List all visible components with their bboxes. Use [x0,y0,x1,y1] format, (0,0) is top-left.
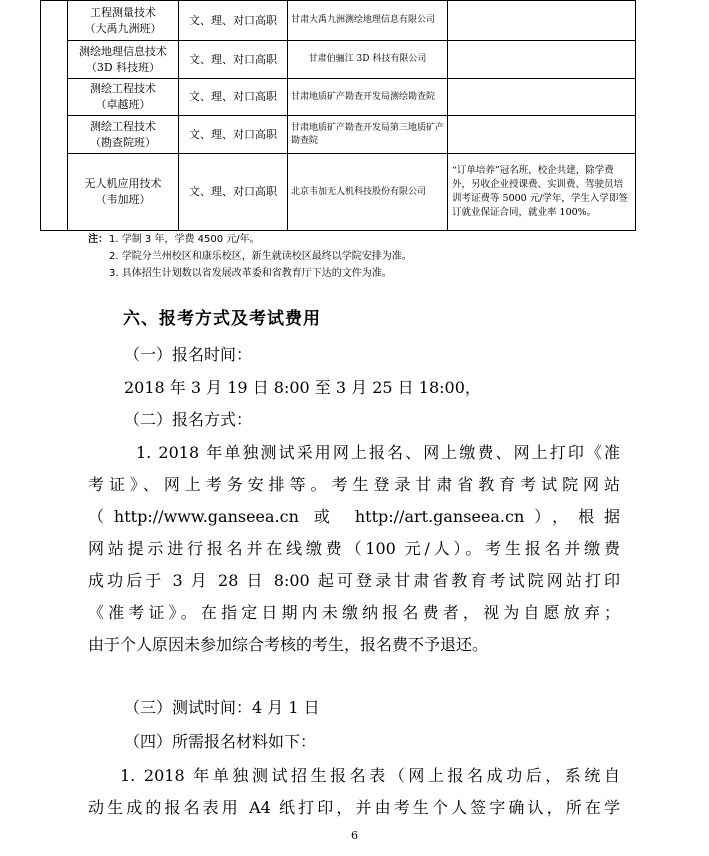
partner-cell: 甘肃地质矿产勘查开发局测绘勘查院 [288,79,448,116]
notes-label: 注： [88,234,108,245]
paragraph-line: 动生成的报名表用 A4 纸打印，并由考生个人签字确认，所在学 [88,798,620,817]
paragraph-line: 由于个人原因未参加综合考核的考生，报名费不予退还。 [88,635,489,654]
paragraph-line: 网站提示进行报名并在线缴费（100 元/人）。考生报名并缴费 [88,539,620,558]
major-cell: 测绘工程技术 （勘查院班） [68,116,179,154]
subject-cell: 文、理、对口高职 [179,41,288,79]
paragraph-line: 考证》、网上考务安排等。考生登录甘肃省教育考试院网站 [88,475,620,494]
note-line: 3. 具体招生计划数以省发展改革委和省教育厅下达的文件为准。 [109,268,392,279]
table-row [41,41,636,79]
category-cell [41,1,68,231]
page-number: 6 [351,829,358,842]
section-title: 六、报考方式及考试费用 [123,309,321,329]
major-cell: 无人机应用技术 （韦加班） [68,154,179,231]
note-cell: “订单培养”冠名班，校企共建，除学费外，另收企业授课费、实训费、驾驶员培训考证费等 5000 元/学年，学生入学即签订就业保证合同，就业率 100%。 [448,154,636,231]
partner-cell: 甘肃伯骊江 3D 科技有限公司 [288,41,448,79]
materials-paragraph [88,760,620,824]
partner-cell: 甘肃地质矿产勘查开发局第三地质矿产勘查院 [288,116,448,154]
table-notes [88,231,412,282]
table-row [41,154,636,231]
table-row [41,116,636,154]
note-line: 2. 学院分兰州校区和康乐校区，新生就读校区最终以学院安排为准。 [109,251,412,262]
paragraph-line: （http://www.ganseea.cn 或 http://art.ganseea.cn），根据 [88,507,620,526]
subject-cell: 文、理、对口高职 [179,1,288,41]
paragraph-line: 1. 2018 年单独测试采用网上报名、网上缴费、网上打印《准 [136,443,620,462]
table-row [41,79,636,116]
subject-cell: 文、理、对口高职 [179,154,288,231]
registration-method-paragraph [88,437,620,661]
note-cell [448,41,636,79]
partner-cell: 北京韦加无人机科技股份有限公司 [288,154,448,231]
major-cell: 测绘地理信息技术 （3D 科技班） [68,41,179,79]
subheading-test-time: （三）测试时间：4 月 1 日 [124,698,320,717]
subheading-registration-time: （一）报名时间： [124,345,253,364]
paragraph-line: 成功后于 3 月 28 日 8:00 起可登录甘肃省教育考试院网站打印 [88,571,620,590]
table-row [41,1,636,41]
major-cell: 工程测量技术 （大禹九洲班） [68,1,179,41]
partner-cell: 甘肃大禹九洲测绘地理信息有限公司 [288,1,448,41]
note-line: 注： 1. 学制 3 年，学费 4500 元/年。 [88,231,412,248]
program-table [40,0,636,231]
paragraph-line: 1. 2018 年单独测试招生报名表（网上报名成功后，系统自 [120,766,620,785]
note-cell [448,1,636,41]
note-cell [448,116,636,154]
paragraph-line: 《准考证》。在指定日期内未缴纳报名费者，视为自愿放弃； [88,603,620,622]
major-cell: 测绘工程技术 （卓越班） [68,79,179,116]
registration-dates: 2018 年 3 月 19 日 8:00 至 3 月 25 日 18:00， [124,378,481,397]
subject-cell: 文、理、对口高职 [179,116,288,154]
subject-cell: 文、理、对口高职 [179,79,288,116]
note-cell [448,79,636,116]
subheading-registration-method: （二）报名方式： [124,410,253,429]
subheading-materials: （四）所需报名材料如下： [124,732,317,751]
